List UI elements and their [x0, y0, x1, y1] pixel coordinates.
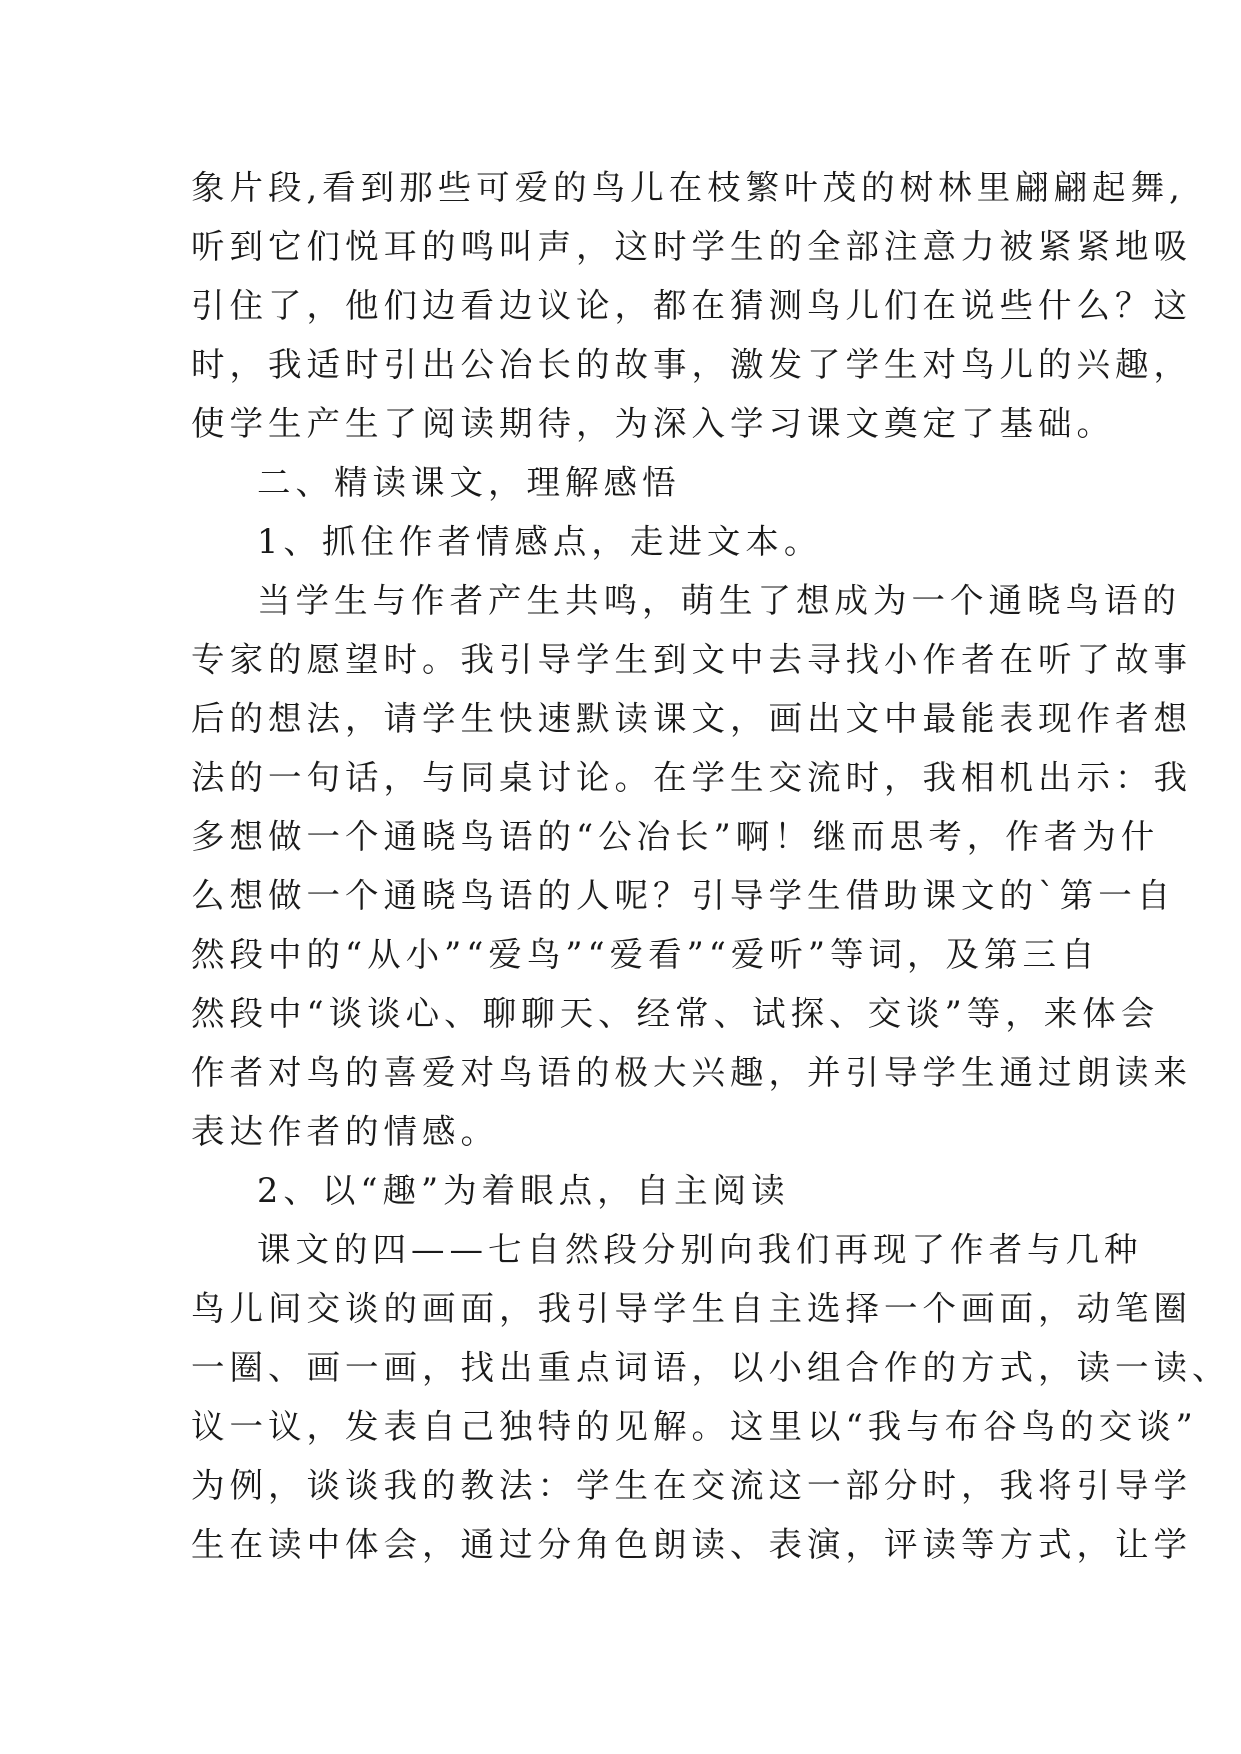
- subsection-heading: 2、以“趣”为着眼点，自主阅读: [257, 1171, 790, 1210]
- text-line: 生在读中体会，通过分角色朗读、表演，评读等方式，让学: [191, 1525, 1192, 1564]
- text-line: 引住了，他们边看边议论，都在猜测鸟儿们在说些什么？这: [191, 286, 1192, 325]
- text-line: 议一议，发表自己独特的见解。这里以“我与布谷鸟的交谈”: [191, 1407, 1198, 1446]
- text-line: 当学生与作者产生共鸣，萌生了想成为一个通晓鸟语的: [257, 581, 1181, 620]
- subsection-heading: 1、抓住作者情感点，走进文本。: [257, 522, 823, 561]
- text-line: 鸟儿间交谈的画面，我引导学生自主选择一个画面，动笔圈: [191, 1289, 1192, 1328]
- text-line: 么想做一个通晓鸟语的人呢？引导学生借助课文的`第一自: [191, 876, 1176, 915]
- text-line: 然段中的“从小”“爱鸟”“爱看”“爱听”等词，及第三自: [191, 935, 1100, 974]
- section-heading: 二、精读课文，理解感悟: [257, 463, 681, 502]
- text-line: 一圈、画一画，找出重点词语，以小组合作的方式，读一读、: [191, 1348, 1231, 1387]
- body-text: [191, 158, 1231, 1574]
- text-line: 专家的愿望时。我引导学生到文中去寻找小作者在听了故事: [191, 640, 1192, 679]
- text-line: 听到它们悦耳的鸣叫声，这时学生的全部注意力被紧紧地吸: [191, 227, 1192, 266]
- text-line: 作者对鸟的喜爱对鸟语的极大兴趣，并引导学生通过朗读来: [191, 1053, 1192, 1092]
- text-line: 使学生产生了阅读期待，为深入学习课文奠定了基础。: [191, 404, 1115, 443]
- text-line: 时，我适时引出公冶长的故事，激发了学生对鸟儿的兴趣，: [191, 345, 1192, 384]
- text-line: 象片段,看到那些可爱的鸟儿在枝繁叶茂的树林里翩翩起舞,: [191, 168, 1185, 207]
- text-line: 多想做一个通晓鸟语的“公冶长”啊！继而思考，作者为什: [191, 817, 1160, 856]
- text-line: 然段中“谈谈心、聊聊天、经常、试探、交谈”等，来体会: [191, 994, 1160, 1033]
- text-line: 后的想法，请学生快速默读课文，画出文中最能表现作者想: [191, 699, 1192, 738]
- text-line: 表达作者的情感。: [191, 1112, 499, 1151]
- text-line: 法的一句话，与同桌讨论。在学生交流时，我相机出示：我: [191, 758, 1192, 797]
- text-line: 课文的四——七自然段分别向我们再现了作者与几种: [257, 1230, 1143, 1269]
- text-line: 为例，谈谈我的教法：学生在交流这一部分时，我将引导学: [191, 1466, 1192, 1505]
